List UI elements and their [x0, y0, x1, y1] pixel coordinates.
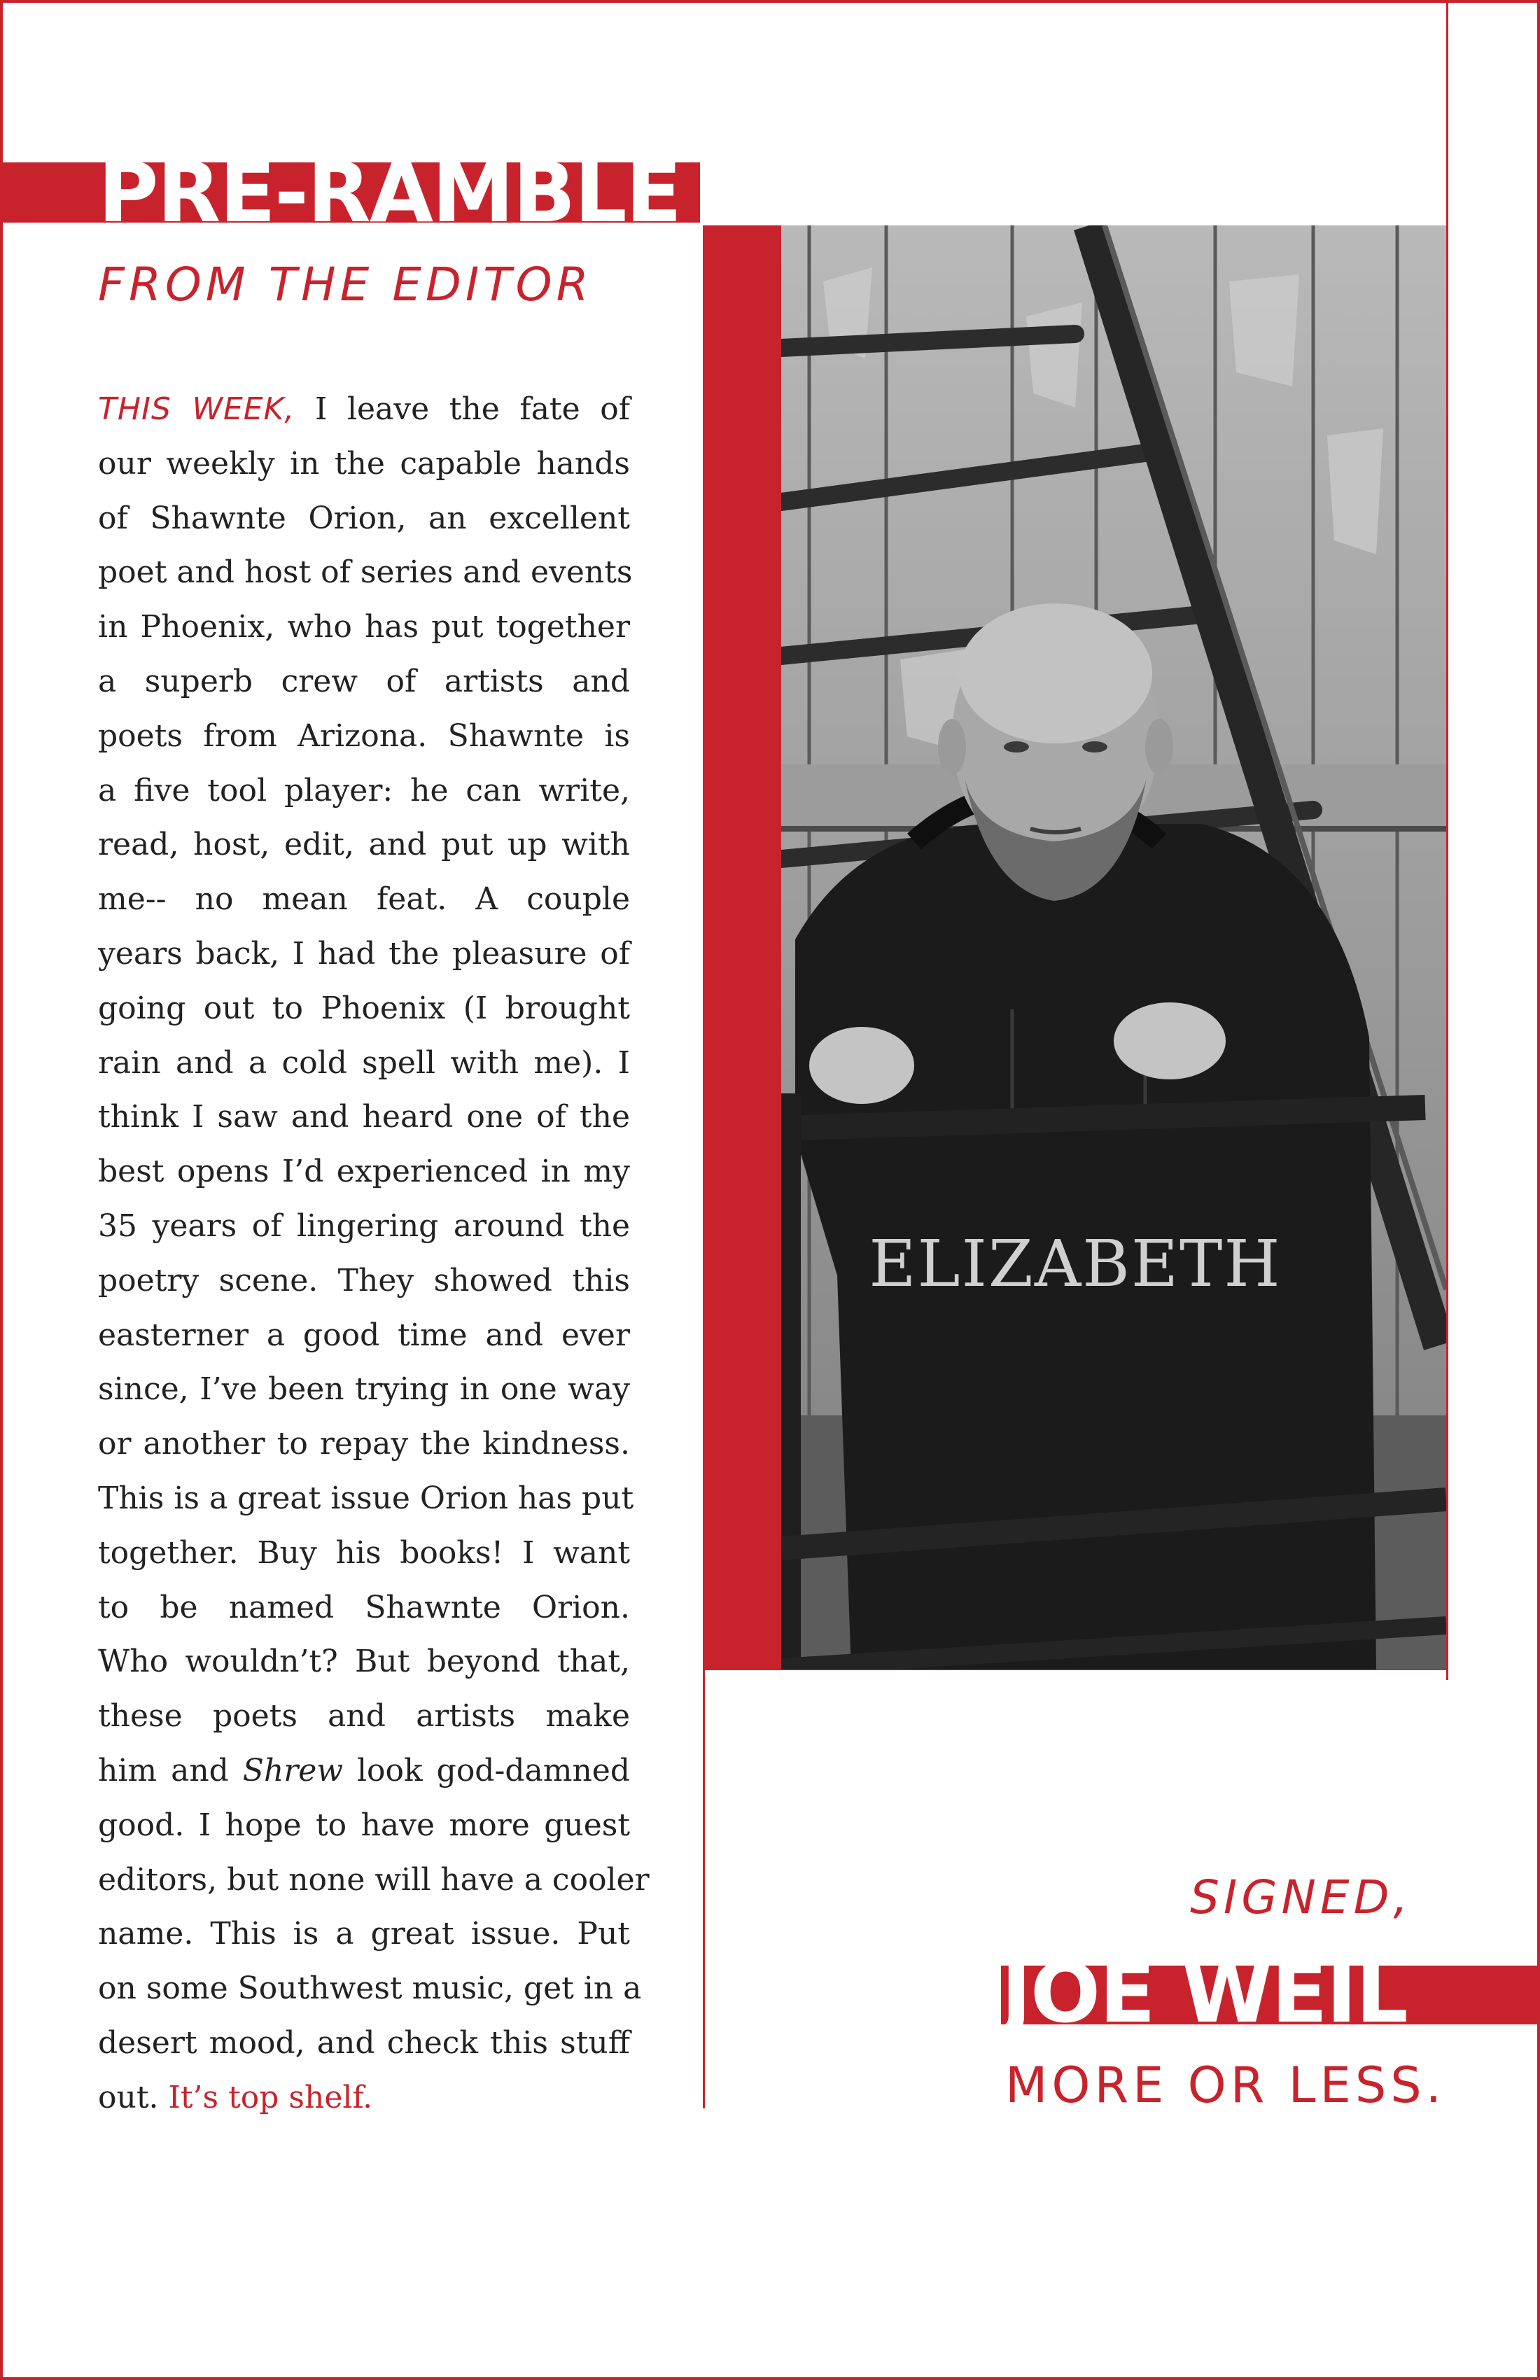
body-line — [98, 382, 630, 437]
body-line: going out to Phoenix (I brought — [98, 990, 630, 1026]
body-line-text: out. — [98, 2079, 169, 2115]
body-line: poets from Arizona. Shawnte is — [98, 718, 630, 754]
body-line: since, I’ve been trying in one way — [98, 1371, 630, 1408]
body-line: in Phoenix, who has put together — [98, 609, 630, 645]
body-line: these poets and artists make — [98, 1698, 630, 1735]
body-line: rain and a cold spell with me). I — [98, 1044, 630, 1081]
body-line — [98, 2071, 630, 2125]
body-line: poet and host of series and events — [98, 554, 633, 591]
body-line: easterner a good time and ever — [98, 1317, 630, 1353]
body-line: editors, but none will have a cooler — [98, 1861, 650, 1898]
editor-letter — [98, 382, 650, 2125]
closing-phrase: It’s top shelf. — [168, 2079, 373, 2115]
body-line: read, host, edit, and put up with — [98, 827, 630, 863]
body-line: me-- no mean feat. A couple — [98, 881, 630, 918]
body-line-text: I leave the fate of — [295, 391, 630, 427]
signed-label: SIGNED, — [1190, 1870, 1413, 1924]
body-line: good. I hope to have more guest — [98, 1807, 630, 1843]
lead-in: THIS WEEK, — [98, 391, 295, 427]
body-line — [98, 1744, 630, 1798]
body-line: to be named Shawnte Orion. — [98, 1589, 630, 1625]
accent-column — [703, 225, 781, 1670]
body-line-text: look god-damned — [343, 1752, 631, 1788]
body-line: a five tool player: he can write, — [98, 772, 630, 808]
body-line: poetry scene. They showed this — [98, 1262, 630, 1298]
page-subtitle: FROM THE EDITOR — [98, 258, 593, 312]
signature-tagline: MORE OR LESS. — [1005, 2057, 1446, 2114]
page-title: PRE-RAMBLE — [98, 144, 681, 241]
body-line-text: him and — [98, 1752, 243, 1788]
body-line: years back, I had the pleasure of — [98, 935, 630, 972]
body-line: 35 years of lingering around the — [98, 1208, 630, 1244]
body-line: or another to repay the kindness. — [98, 1426, 630, 1462]
body-line: think I saw and heard one of the — [98, 1099, 630, 1135]
body-line: Who wouldn’t? But beyond that, — [98, 1644, 630, 1680]
editor-name: JOE WEIL — [1001, 1945, 1407, 2041]
shirt-lettering: ELIZABETH — [869, 1226, 1282, 1301]
body-line: best opens I’d experienced in my — [98, 1154, 630, 1190]
body-line: on some Southwest music, get in a — [98, 1970, 642, 2007]
body-line: name. This is a great issue. Put — [98, 1916, 630, 1952]
body-line: together. Buy his books! I want — [98, 1534, 630, 1571]
body-line: a superb crew of artists and — [98, 663, 630, 699]
body-line: This is a great issue Orion has put — [98, 1480, 634, 1516]
body-line: of Shawnte Orion, an excellent — [98, 500, 630, 536]
body-line: our weekly in the capable hands — [98, 445, 630, 482]
magazine-name: Shrew — [242, 1752, 344, 1788]
editor-photo — [781, 225, 1446, 1670]
right-rule — [1446, 0, 1448, 1680]
body-line: desert mood, and check this stuff — [98, 2024, 630, 2061]
